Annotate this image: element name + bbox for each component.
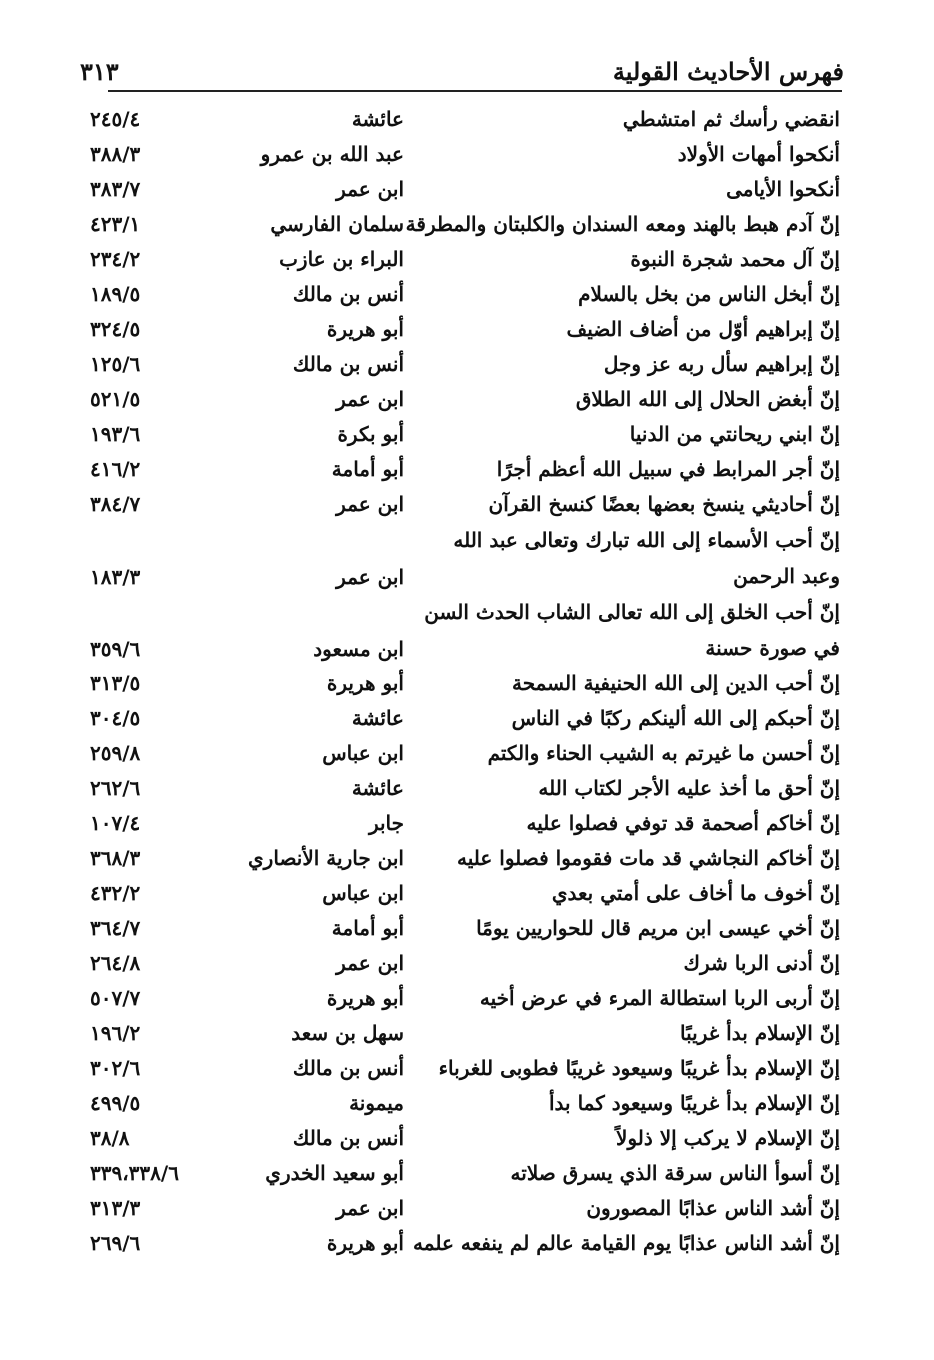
volume-page-reference: ٢٦٩/٦	[90, 1231, 141, 1255]
hadith-text: أنكحوا أمهات الأولاد	[677, 142, 840, 166]
volume-page-reference: ١٨٩/٥	[90, 282, 141, 306]
index-entry	[0, 1086, 934, 1121]
index-entry	[0, 594, 934, 666]
volume-page-reference: ٣٣٩،٣٣٨/٦	[90, 1161, 179, 1185]
volume-page-reference: ٣٨٨/٣	[90, 142, 141, 166]
volume-page-reference: ٣٨٣/٧	[90, 177, 141, 201]
index-entry	[0, 1121, 934, 1156]
hadith-text: إنّ أحب الأسماء إلى الله تبارك وتعالى عبد الله وعبد الرحمن	[453, 528, 840, 588]
hadith-text: إنّ الإسلام بدأ غريبًا وسيعود غريبًا فطوبى للغرباء	[438, 1056, 840, 1080]
volume-page-reference: ٣٦٤/٧	[90, 916, 141, 940]
narrator-name: أنس بن مالك	[292, 1056, 404, 1080]
narrator-name: أبو سعيد الخدري	[265, 1161, 404, 1185]
volume-page-reference: ٣٢٤/٥	[90, 317, 141, 341]
index-entry	[0, 876, 934, 911]
hadith-text: إنّ أحق ما أخذ عليه الأجر لكتاب الله	[538, 776, 840, 800]
hadith-text: إنّ إبراهيم سأل ربه عز وجل	[603, 352, 840, 376]
hadith-text: إنّ الإسلام لا يركب إلا ذلولاً	[616, 1126, 840, 1150]
index-entry	[0, 347, 934, 382]
narrator-name: ابن عمر	[336, 565, 404, 589]
index-entry	[0, 277, 934, 312]
narrator-name: ابن عباس	[322, 881, 404, 905]
volume-page-reference: ٣٦٨/٣	[90, 846, 141, 870]
hadith-text: إنّ آل محمد شجرة النبوة	[630, 247, 840, 271]
hadith-text: إنّ أدنى الربا شرك	[683, 951, 840, 975]
hadith-text: إنّ أشد الناس عذابًا يوم القيامة عالم لم ينفعه علمه	[413, 1231, 840, 1255]
hadith-text: إنّ آدم هبط بالهند ومعه السندان والكلبتان والمطرقة	[405, 212, 840, 236]
index-entry	[0, 487, 934, 522]
volume-page-reference: ١٩٦/٢	[90, 1021, 141, 1045]
narrator-name: ابن عمر	[336, 492, 404, 516]
volume-page-reference: ٥٠٧/٧	[90, 986, 141, 1010]
index-entry	[0, 701, 934, 736]
hadith-text: إنّ أخاكم النجاشي قد مات فقوموا فصلوا عليه	[457, 846, 840, 870]
narrator-name: أنس بن مالك	[292, 282, 404, 306]
narrator-name: ابن مسعود	[313, 637, 404, 661]
index-entry	[0, 1191, 934, 1226]
index-entry	[0, 312, 934, 347]
volume-page-reference: ١٩٣/٦	[90, 422, 141, 446]
volume-page-reference: ٤٣٢/٢	[90, 881, 141, 905]
volume-page-reference: ٢٥٩/٨	[90, 741, 141, 765]
page-number: ٣١٣	[80, 57, 119, 86]
index-entry	[0, 417, 934, 452]
index-entry	[0, 806, 934, 841]
narrator-name: أنس بن مالك	[292, 1126, 404, 1150]
narrator-name: أبو أمامة	[331, 916, 404, 940]
hadith-text: إنّ الإسلام بدأ غريبًا	[680, 1021, 840, 1045]
index-entry	[0, 771, 934, 806]
index-entry	[0, 911, 934, 946]
index-entry	[0, 452, 934, 487]
hadith-text: إنّ أحب الدين إلى الله الحنيفية السمحة	[511, 671, 840, 695]
volume-page-reference: ٥٢١/٥	[90, 387, 141, 411]
volume-page-reference: ٤١٦/٢	[90, 457, 141, 481]
hadith-text: إنّ الإسلام بدأ غريبًا وسيعود كما بدأ	[548, 1091, 840, 1115]
volume-page-reference: ٣٨/٨	[90, 1126, 130, 1150]
volume-page-reference: ٣٠٤/٥	[90, 706, 141, 730]
narrator-name: عائشة	[351, 776, 404, 800]
index-entry	[0, 1226, 934, 1261]
hadith-text: أنكحوا الأيامى	[726, 177, 840, 201]
index-entry	[0, 382, 934, 417]
hadith-text: إنّ أربى الربا استطالة المرء في عرض أخيه	[479, 986, 840, 1010]
narrator-name: جابر	[368, 811, 404, 835]
hadith-text: إنّ أخوف ما أخاف على أمتي بعدي	[551, 881, 840, 905]
index-entry	[0, 1156, 934, 1191]
volume-page-reference: ٢٦٢/٦	[90, 776, 141, 800]
narrator-name: أنس بن مالك	[292, 352, 404, 376]
narrator-name: ابن عباس	[322, 741, 404, 765]
narrator-name: سلمان الفارسي	[270, 212, 404, 236]
index-entry	[0, 102, 934, 137]
narrator-name: البراء بن عازب	[279, 247, 404, 271]
narrator-name: أبو هريرة	[326, 986, 404, 1010]
hadith-text: إنّ أحبكم إلى الله ألينكم ركبًا في الناس	[511, 706, 840, 730]
volume-page-reference: ١٨٣/٣	[90, 565, 141, 589]
narrator-name: أبو هريرة	[326, 1231, 404, 1255]
index-entry	[0, 946, 934, 981]
hadith-text: إنّ أجر المرابط في سبيل الله أعظم أجرًا	[496, 457, 840, 481]
volume-page-reference: ٣٠٢/٦	[90, 1056, 141, 1080]
hadith-text: إنّ أخاكم أصحمة قد توفي فصلوا عليه	[526, 811, 840, 835]
hadith-text: انقضي رأسك ثم امتشطي	[622, 107, 840, 131]
volume-page-reference: ١٠٧/٤	[90, 811, 141, 835]
hadith-text: إنّ أبغض الحلال إلى الله الطلاق	[575, 387, 840, 411]
narrator-name: أبو بكرة	[337, 422, 404, 446]
narrator-name: عائشة	[351, 706, 404, 730]
index-entry	[0, 1051, 934, 1086]
narrator-name: أبو هريرة	[326, 317, 404, 341]
index-entry	[0, 666, 934, 701]
index-entry	[0, 522, 934, 594]
index-entry	[0, 137, 934, 172]
hadith-text: إنّ إبراهيم أوّل من أضاف الضيف	[566, 317, 840, 341]
volume-page-reference: ٢٦٤/٨	[90, 951, 141, 975]
volume-page-reference: ٢٣٤/٢	[90, 247, 141, 271]
hadith-text: إنّ أحاديثي ينسخ بعضها بعضًا كنسخ القرآن	[488, 492, 840, 516]
narrator-name: ابن عمر	[336, 1196, 404, 1220]
narrator-name: ابن عمر	[336, 387, 404, 411]
narrator-name: عائشة	[351, 107, 404, 131]
volume-page-reference: ٣٥٩/٦	[90, 637, 141, 661]
volume-page-reference: ٣٨٤/٧	[90, 492, 141, 516]
hadith-text: إنّ ابني ريحانتي من الدنيا	[629, 422, 840, 446]
volume-page-reference: ٣١٣/٣	[90, 1196, 141, 1220]
volume-page-reference: ٣١٣/٥	[90, 671, 141, 695]
volume-page-reference: ٢٤٥/٤	[90, 107, 141, 131]
hadith-text: إنّ أشد الناس عذابًا المصورون	[586, 1196, 840, 1220]
volume-page-reference: ٤٩٩/٥	[90, 1091, 141, 1115]
volume-page-reference: ٤٢٣/١	[90, 212, 141, 236]
hadith-text: إنّ أحسن ما غيرتم به الشيب الحناء والكتم	[487, 741, 840, 765]
index-entry	[0, 841, 934, 876]
volume-page-reference: ١٢٥/٦	[90, 352, 141, 376]
hadith-text: إنّ أحب الخلق إلى الله تعالى الشاب الحدث السن في صورة حسنة	[424, 600, 840, 660]
index-entry	[0, 981, 934, 1016]
index-entry	[0, 172, 934, 207]
hadith-text: إنّ أبخل الناس من بخل بالسلام	[578, 282, 840, 306]
hadith-index-list	[0, 102, 934, 1261]
narrator-name: ابن عمر	[336, 951, 404, 975]
narrator-name: ابن جارية الأنصاري	[248, 846, 404, 870]
narrator-name: عبد الله بن عمرو	[260, 142, 404, 166]
narrator-name: ميمونة	[349, 1091, 404, 1115]
narrator-name: سهل بن سعد	[291, 1021, 404, 1045]
header-rule	[108, 90, 842, 92]
narrator-name: أبو أمامة	[331, 457, 404, 481]
narrator-name: ابن عمر	[336, 177, 404, 201]
running-title: فهرس الأحاديث القولية	[612, 57, 844, 86]
hadith-text: إنّ أسوأ الناس سرقة الذي يسرق صلاته	[510, 1161, 840, 1185]
index-entry	[0, 736, 934, 771]
index-entry	[0, 207, 934, 242]
hadith-text: إنّ أخي عيسى ابن مريم قال للحواريين يومًا	[476, 916, 840, 940]
page-header	[80, 32, 844, 84]
index-entry	[0, 1016, 934, 1051]
index-entry	[0, 242, 934, 277]
narrator-name: أبو هريرة	[326, 671, 404, 695]
